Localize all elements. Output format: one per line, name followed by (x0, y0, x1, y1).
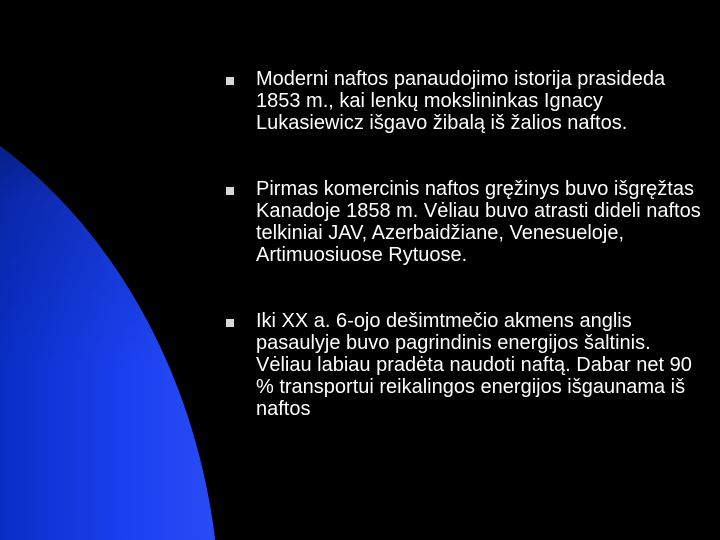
square-bullet-icon (226, 319, 234, 327)
bullet-text: Pirmas komercinis naftos gręžinys buvo išgręžtas Kanadoje 1858 m. Vėliau buvo atrasti dideli naftos telkiniai JAV, Azerbaidžiane, Venesueloje, Artimuosiuose Rytuose. (256, 178, 701, 266)
blue-shape-shading (0, 60, 220, 540)
bullet-text: Moderni naftos panaudojimo istorija prasideda 1853 m., kai lenkų mokslininkas Ignacy Lukasiewicz išgavo žibalą iš žalios naftos. (256, 68, 666, 134)
bullet-text: Iki XX a. 6-ojo dešimtmečio akmens anglis pasaulyje buvo pagrindinis energijos šaltinis. Vėliau labiau pradėta naudoti naftą. Dabar net 90 % transportui reikalingos energijos išgaunama iš naftos (256, 310, 692, 420)
square-bullet-icon (226, 187, 234, 195)
bullet-item (226, 178, 706, 266)
square-bullet-icon (226, 77, 234, 85)
bullet-item (226, 310, 706, 420)
bullet-list (226, 68, 706, 464)
bullet-item (226, 68, 706, 134)
